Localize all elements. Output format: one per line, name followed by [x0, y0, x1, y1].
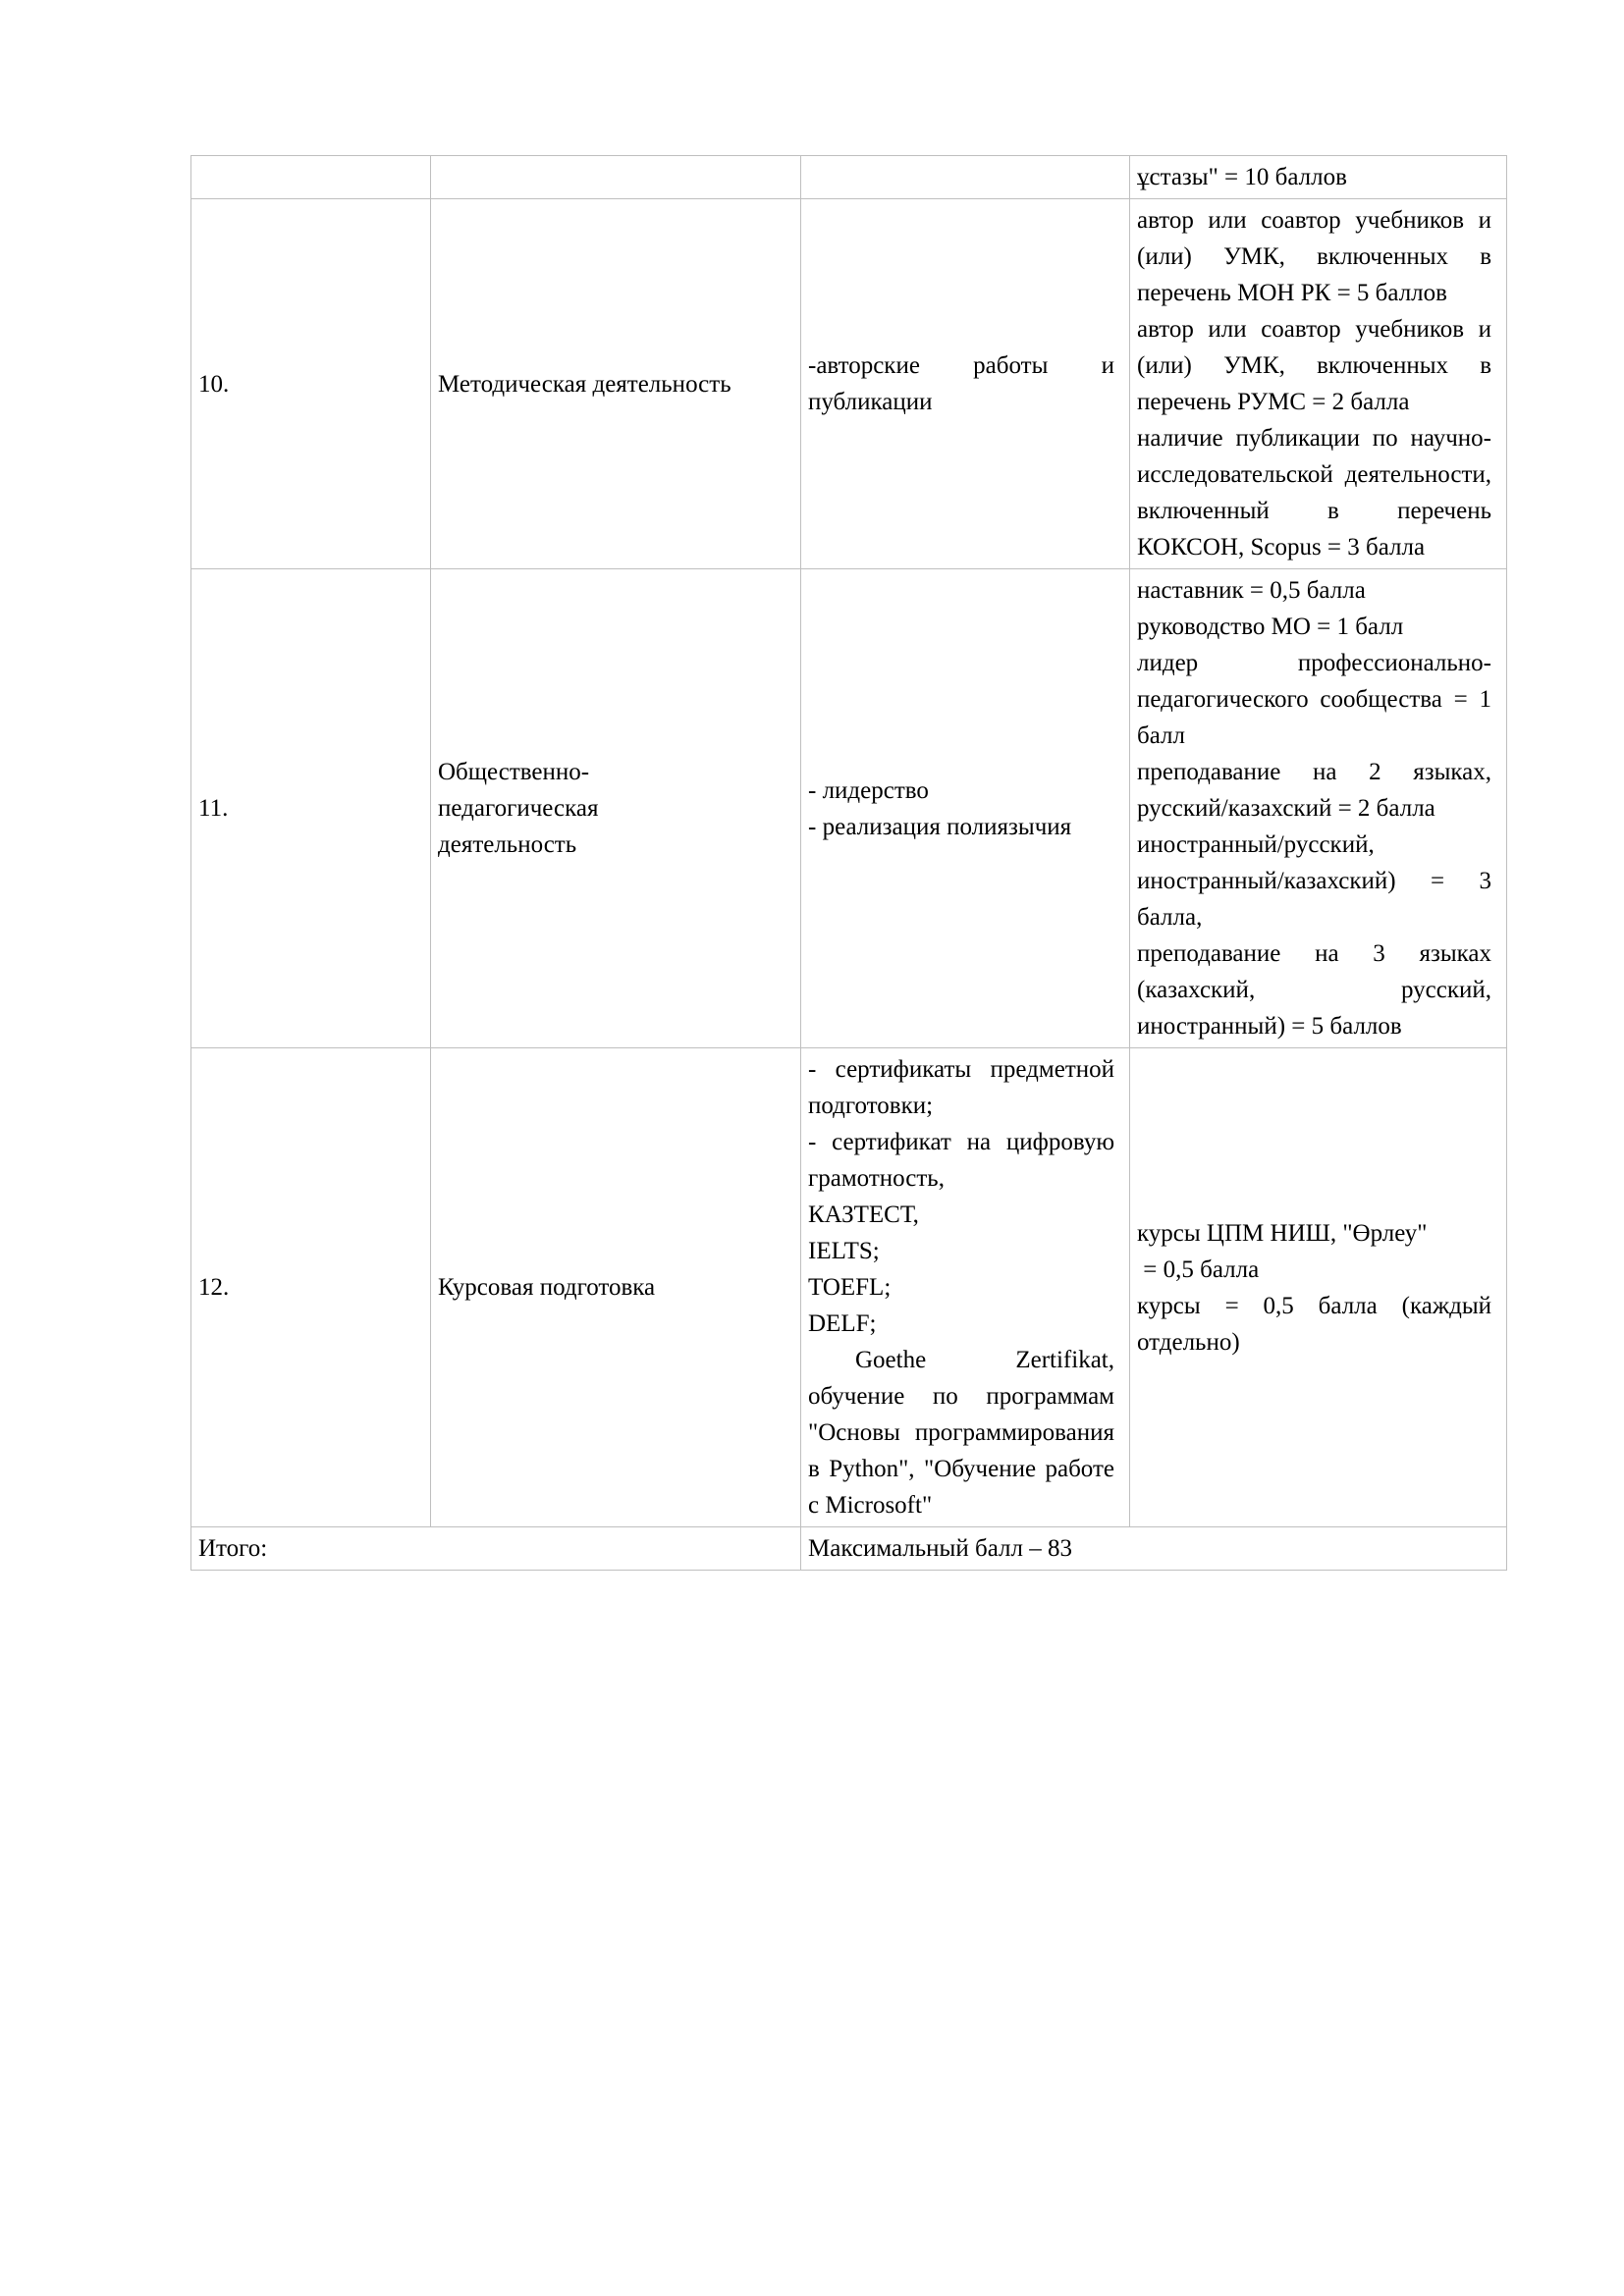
points-text: наставник = 0,5 балла: [1137, 577, 1366, 604]
scoring-table: [190, 155, 1507, 1571]
indicator-text: DELF;: [808, 1310, 877, 1337]
points-cell: [1130, 569, 1507, 1048]
points-text: руководство МО = 1 балл: [1137, 614, 1404, 640]
indicator-text: IELTS;: [808, 1238, 880, 1264]
table-row: [191, 199, 1507, 569]
points-text: преподавание на 2 языках, русский/казахский = 2 балла: [1137, 759, 1491, 822]
total-label: Итого:: [191, 1527, 801, 1571]
indicator-text: Goethe Zertifikat, обучение по программам "Основы программирования в Python", "Обучение работе с Microsoft": [808, 1347, 1114, 1519]
table-row: [191, 569, 1507, 1048]
row-number-cell: 12.: [191, 1048, 431, 1527]
criterion-name-text: Общественно-педагогическая деятельность: [438, 759, 599, 858]
criterion-name-cell: Курсовая подготовка: [431, 1048, 801, 1527]
indicator-cell: [801, 199, 1130, 569]
indicator-cell: [801, 1048, 1130, 1527]
criterion-name-cell: [431, 569, 801, 1048]
points-text: лидер профессионально-педагогического сообщества = 1 балл: [1137, 650, 1491, 749]
points-text: курсы ЦПМ НИШ, "Өрлеу": [1137, 1219, 1428, 1247]
criterion-name-cell: Методическая деятельность: [431, 199, 801, 569]
points-cell: [1130, 156, 1507, 199]
row-number-cell: 11.: [191, 569, 431, 1048]
points-text: автор или соавтор учебников и (или) УМК, включенных в перечень РУМС = 2 балла: [1137, 316, 1491, 415]
indicator-cell: [801, 156, 1130, 199]
criterion-name-cell: [431, 156, 801, 199]
points-text: преподавание на 3 языках (казахский, русский, иностранный) = 5 баллов: [1137, 940, 1491, 1040]
points-text: наличие публикации по научно-исследовательской деятельности, включенный в перечень КОКСОН, Scopus = 3 балла: [1137, 425, 1491, 561]
points-text: иностранный/русский, иностранный/казахский) = 3 балла,: [1137, 831, 1491, 931]
total-row: [191, 1527, 1507, 1571]
points-text: = 0,5 балла: [1137, 1255, 1260, 1283]
row-number-cell: 10.: [191, 199, 431, 569]
indicator-text: - сертификаты предметной подготовки;: [808, 1056, 1114, 1119]
indicator-text: TOEFL;: [808, 1274, 892, 1301]
indicator-text: - лидерство: [808, 776, 929, 804]
indicator-text: - сертификат на цифровую грамотность,: [808, 1129, 1114, 1192]
indicator-text: - реализация полиязычия: [808, 813, 1072, 840]
points-cell: [1130, 1048, 1507, 1527]
table-row: [191, 156, 1507, 199]
table-row: [191, 1048, 1507, 1527]
points-cell: [1130, 199, 1507, 569]
indicator-cell: [801, 569, 1130, 1048]
indicator-text: КАЗТЕСТ,: [808, 1201, 919, 1228]
total-value: Максимальный балл – 83: [801, 1527, 1507, 1571]
points-text: ұстазы" = 10 баллов: [1137, 164, 1347, 190]
row-number-cell: [191, 156, 431, 199]
points-text: автор или соавтор учебников и (или) УМК, включенных в перечень МОН РК = 5 баллов: [1137, 207, 1491, 306]
indicator-text: -авторские работы и публикации: [808, 352, 1114, 415]
points-text: курсы = 0,5 балла (каждый отдельно): [1137, 1292, 1491, 1356]
